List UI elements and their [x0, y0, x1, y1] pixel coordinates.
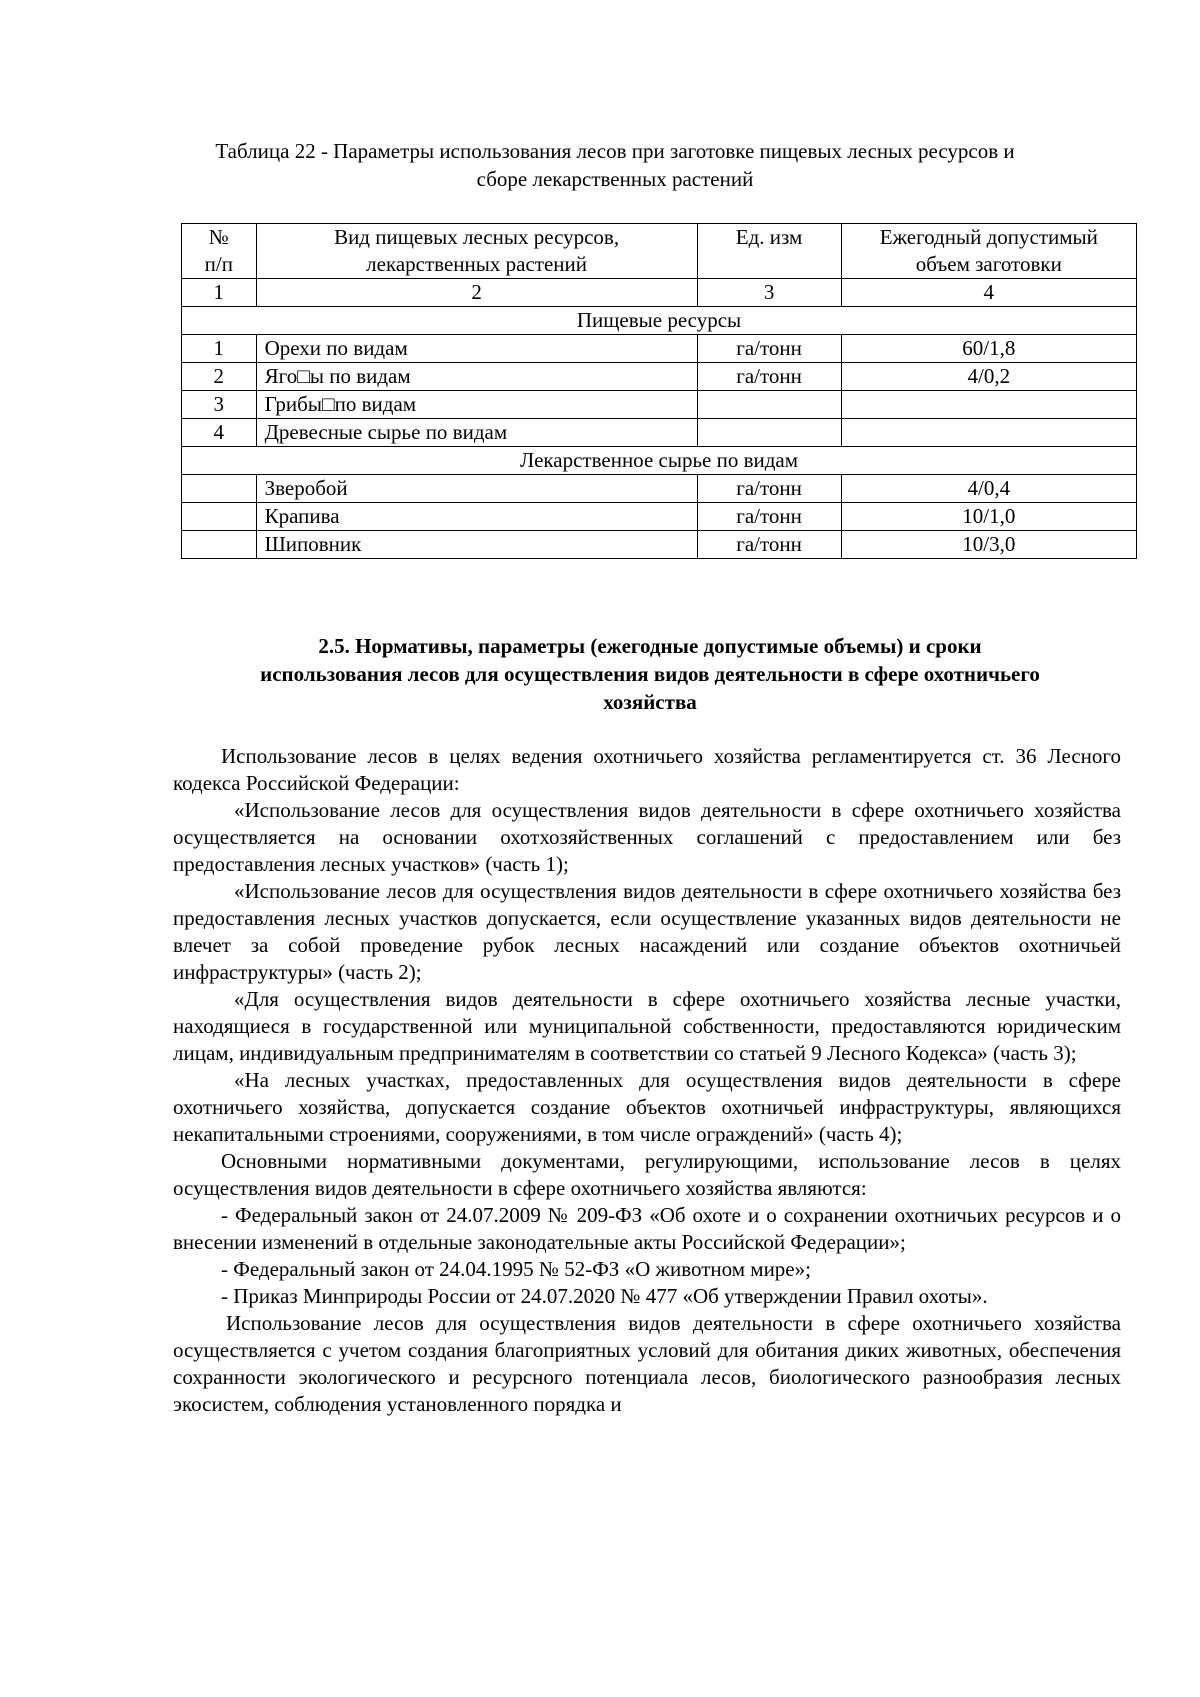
cell-num [182, 475, 257, 503]
cell-unit: га/тонн [697, 475, 841, 503]
section-heading-line: 2.5. Нормативы, параметры (ежегодные допустимые объемы) и сроки [318, 634, 982, 658]
table-caption-line: Таблица 22 - Параметры использования лесов при заготовке пищевых лесных ресурсов и [215, 139, 1015, 163]
cell-unit: га/тонн [697, 363, 841, 391]
header-volume [841, 224, 1136, 279]
body-text [173, 743, 1121, 1418]
column-number: 4 [841, 279, 1136, 307]
header-text: объем заготовки [915, 252, 1062, 276]
cell-value: 60/1,8 [841, 335, 1136, 363]
section-row [182, 447, 1137, 475]
cell-num: 4 [182, 419, 257, 447]
paragraph: «На лесных участках, предоставленных для осуществления видов деятельности в сфере охотничьего хозяйства, допускается создание объектов охотничьей инфраструктуры, являющихся некапитальными строениями, сооружениями, в том числе ограждений» (часть 4); [173, 1068, 1121, 1146]
cell-value: 4/0,2 [841, 363, 1136, 391]
table-row [182, 419, 1137, 447]
cell-name: Крапива [256, 503, 697, 531]
cell-unit: га/тонн [697, 335, 841, 363]
table-caption [175, 137, 1055, 193]
column-number-row [182, 279, 1137, 307]
cell-unit [697, 419, 841, 447]
paragraph: - Федеральный закон от 24.07.2009 № 209-ФЗ «Об охоте и о сохранении охотничьих ресурсов и о внесении изменений в отдельные законодательные акты Российской Федерации»; [173, 1203, 1121, 1254]
table-row [182, 391, 1137, 419]
paragraph: «Для осуществления видов деятельности в сфере охотничьего хозяйства лесные участки, находящиеся в государственной или муниципальной собственности, предоставляются юридическим лицам, индивидуальным предпринимателям в соответствии со статьей 9 Лесного Кодекса» (часть 3); [173, 987, 1121, 1065]
header-unit: Ед. изм [697, 224, 841, 279]
cell-num: 3 [182, 391, 257, 419]
cell-num [182, 503, 257, 531]
cell-value [841, 391, 1136, 419]
paragraph: «Использование лесов для осуществления видов деятельности в сфере охотничьего хозяйства без предоставления лесных участков допускается, если осуществление указанных видов деятельности не влечет за собой проведение рубок лесных насаждений или создание объектов охотничьей инфраструктуры» (часть 2); [173, 879, 1121, 984]
section-heading [175, 632, 1125, 716]
table-row [182, 335, 1137, 363]
column-number: 2 [256, 279, 697, 307]
paragraph: Использование лесов для осуществления видов деятельности в сфере охотничьего хозяйства осуществляется с учетом создания благоприятных условий для обитания диких животных, обеспечения сохранности экологического и ресурсного потенциала лесов, биологического разнообразия лесных экосистем, соблюдения установленного порядка и [173, 1311, 1121, 1416]
header-text: № [208, 225, 229, 249]
header-text: Вид пищевых лесных ресурсов, [334, 225, 620, 249]
table-header-row [182, 224, 1137, 279]
paragraph: - Приказ Минприроды России от 24.07.2020 № 477 «Об утверждении Правил охоты». [221, 1284, 988, 1308]
cell-value [841, 419, 1136, 447]
section-heading-line: хозяйства [603, 690, 697, 714]
paragraph: - Федеральный закон от 24.04.1995 № 52-ФЗ «О животном мире»; [221, 1257, 811, 1281]
cell-num: 2 [182, 363, 257, 391]
paragraph: «Использование лесов для осуществления видов деятельности в сфере охотничьего хозяйства осуществляется на основании охотхозяйственных соглашений с предоставлением или без предоставления лесных участков» (часть 1); [173, 798, 1121, 876]
resources-table [181, 223, 1137, 559]
cell-value: 10/3,0 [841, 531, 1136, 559]
header-kind [256, 224, 697, 279]
table-row [182, 531, 1137, 559]
header-num [182, 224, 257, 279]
cell-num: 1 [182, 335, 257, 363]
column-number: 1 [182, 279, 257, 307]
header-text: Ежегодный допустимый [879, 225, 1098, 249]
section-medicinal-label: Лекарственное сырье по видам [182, 447, 1137, 475]
cell-name: Зверобой [256, 475, 697, 503]
cell-name: Грибы□по видам [256, 391, 697, 419]
cell-name: Шиповник [256, 531, 697, 559]
cell-unit: га/тонн [697, 531, 841, 559]
paragraph: Использование лесов в целях ведения охотничьего хозяйства регламентируется ст. 36 Лесного кодекса Российской Федерации: [173, 744, 1121, 795]
table-row [182, 363, 1137, 391]
cell-name: Яго□ы по видам [256, 363, 697, 391]
cell-unit: га/тонн [697, 503, 841, 531]
cell-value: 4/0,4 [841, 475, 1136, 503]
cell-num [182, 531, 257, 559]
section-row [182, 307, 1137, 335]
section-food-label: Пищевые ресурсы [182, 307, 1137, 335]
header-text: п/п [204, 252, 233, 276]
table-row [182, 475, 1137, 503]
table-row [182, 503, 1137, 531]
cell-unit [697, 391, 841, 419]
column-number: 3 [697, 279, 841, 307]
cell-name: Орехи по видам [256, 335, 697, 363]
paragraph: Основными нормативными документами, регулирующими, использование лесов в целях осуществления видов деятельности в сфере охотничьего хозяйства являются: [173, 1149, 1121, 1200]
section-heading-line: использования лесов для осуществления видов деятельности в сфере охотничьего [260, 662, 1040, 686]
cell-value: 10/1,0 [841, 503, 1136, 531]
header-text: лекарственных растений [366, 252, 587, 276]
table-caption-line: сборе лекарственных растений [476, 167, 754, 191]
cell-name: Древесные сырье по видам [256, 419, 697, 447]
